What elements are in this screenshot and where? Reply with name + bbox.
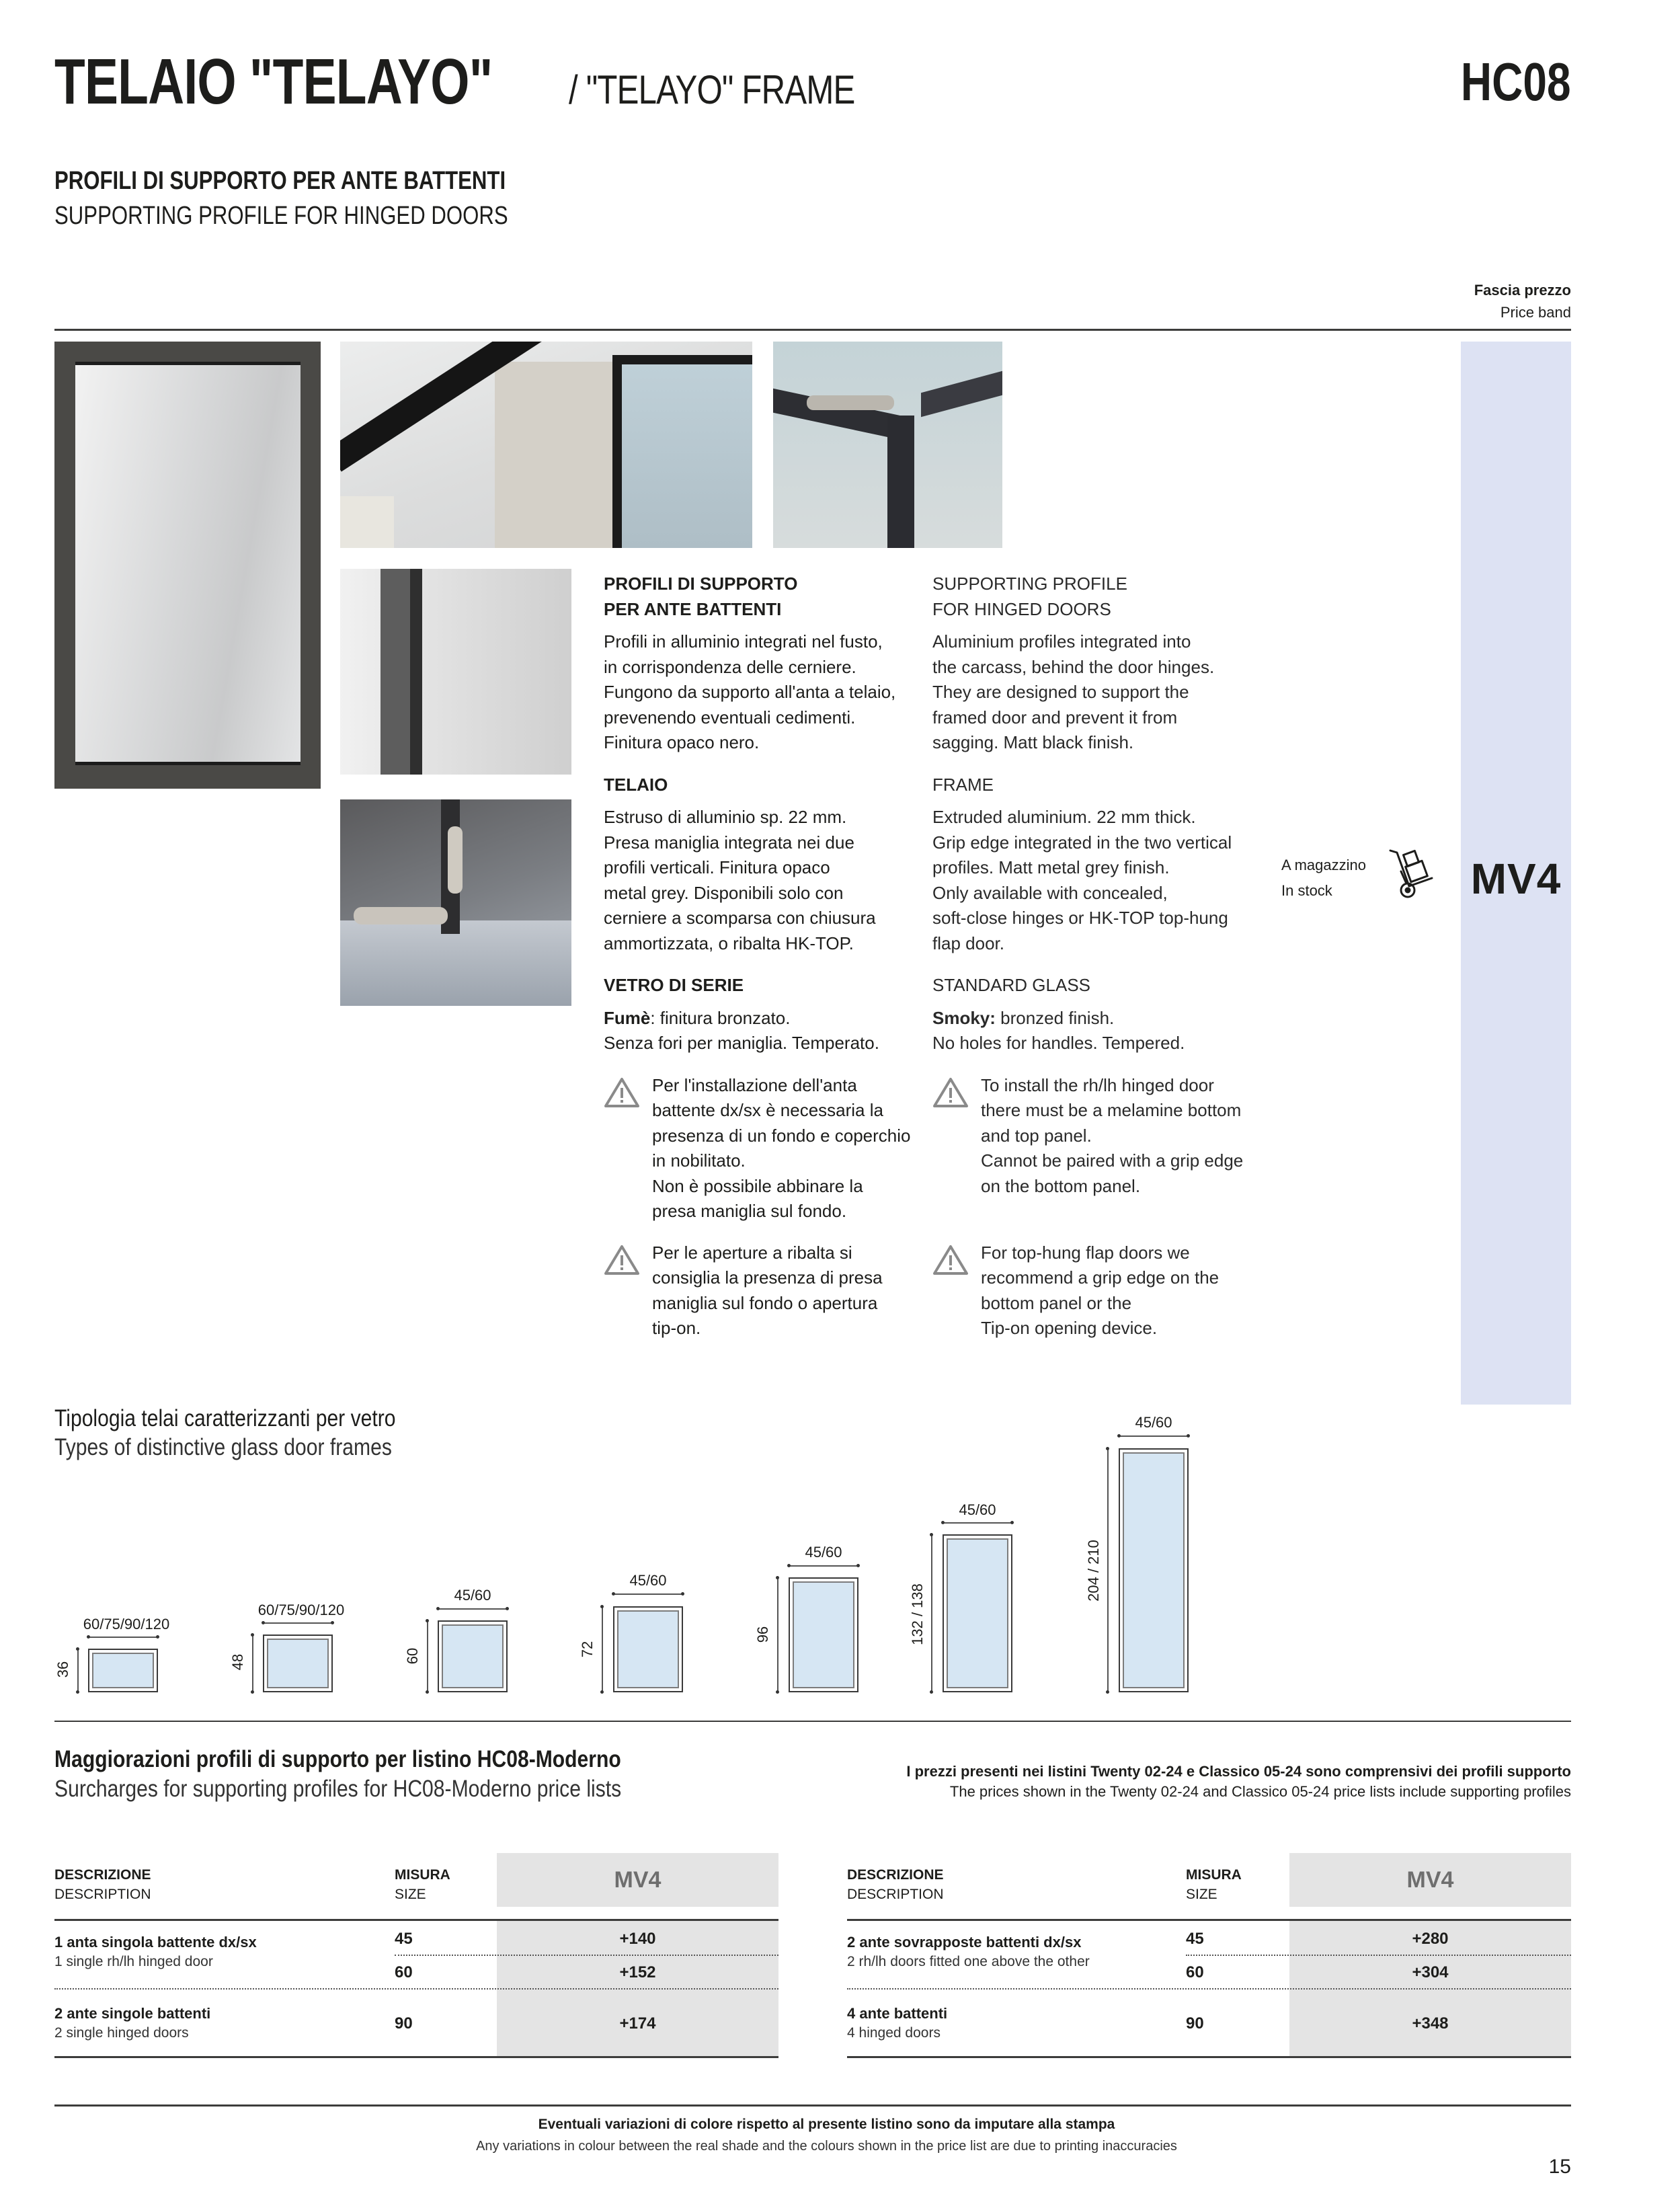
text-line: in nobilitato. — [652, 1150, 746, 1171]
frame-type-48 — [263, 1635, 333, 1692]
warning-icon — [604, 1077, 640, 1108]
frame-height-label: 36 — [54, 1661, 71, 1678]
frame-type-60 — [438, 1620, 508, 1692]
text-line: Presa maniglia integrata nei due — [604, 832, 854, 853]
text-line: They are designed to support the — [932, 682, 1189, 702]
page-title-it: TELAIO "TELAYO" — [54, 46, 493, 118]
text-line: sagging. Matt black finish. — [932, 732, 1134, 752]
size-value: 45 — [395, 1930, 413, 1948]
frame-type-96 — [789, 1577, 858, 1692]
dimension-line — [427, 1620, 428, 1692]
text-line: maniglia sul fondo o apertura — [652, 1292, 878, 1313]
hinge-corner-photo — [773, 342, 1002, 548]
row-divider — [395, 1955, 778, 1956]
dimension-line — [1119, 1435, 1189, 1437]
support-title-it: PROFILI DI SUPPORTO — [604, 574, 798, 594]
text-line: Fungono da supporto all'anta a telaio, — [604, 682, 896, 702]
size-value: 45 — [1186, 1930, 1204, 1948]
surcharges-note-en: The prices shown in the Twenty 02-24 and Classico 05-24 price lists include supporting profiles — [949, 1783, 1571, 1800]
size-value: 90 — [1186, 2014, 1204, 2033]
text-line: battente dx/sx è necessaria la — [652, 1100, 883, 1120]
price-band-label-it: Fascia prezzo — [1474, 282, 1571, 299]
table-row — [54, 2004, 210, 2043]
dimension-line — [943, 1522, 1012, 1524]
support-title-en: SUPPORTING PROFILE — [932, 574, 1127, 594]
frame-title-en: FRAME — [932, 774, 994, 795]
frame-front-photo — [54, 342, 321, 789]
surcharge-table-right — [847, 1853, 1571, 2059]
description-it — [604, 572, 920, 1357]
text-line: Senza fori per maniglia. Temperato. — [604, 1033, 879, 1053]
row-desc-it: 4 ante battenti — [847, 2005, 948, 2022]
frame-height-label: 60 — [404, 1647, 421, 1665]
frame-width-label: 45/60 — [805, 1544, 842, 1561]
text-line: framed door and prevent it from — [932, 707, 1178, 727]
header-label: DESCRIPTION — [847, 1887, 944, 1902]
price-value: +174 — [619, 2014, 656, 2033]
row-desc-en: 1 single rh/lh hinged door — [54, 1954, 213, 1969]
text-line: No holes for handles. Tempered. — [932, 1033, 1185, 1053]
text-line: Cannot be paired with a grip edge — [981, 1150, 1244, 1171]
text-line: presenza di un fondo e coperchio — [652, 1125, 911, 1146]
dimension-line — [1107, 1448, 1109, 1692]
price-value: +280 — [1412, 1930, 1449, 1948]
divider — [54, 329, 1571, 331]
section-subtitle-it: PROFILI DI SUPPORTO PER ANTE BATTENTI — [54, 167, 506, 195]
row-desc-en: 2 single hinged doors — [54, 2025, 189, 2041]
glass-title-en: STANDARD GLASS — [932, 975, 1091, 995]
price-value: +152 — [619, 1963, 656, 1981]
text-line: Grip edge integrated in the two vertical — [932, 832, 1232, 853]
divider — [54, 1919, 778, 1921]
warning-icon — [604, 1245, 640, 1275]
dimension-line — [263, 1622, 333, 1624]
text-line: on the bottom panel. — [981, 1175, 1141, 1196]
dimension-line — [438, 1608, 508, 1610]
footer-note-en: Any variations in colour between the real shade and the colours shown in the price list are due to printing inaccuracies — [476, 2139, 1177, 2154]
warning-note — [604, 1241, 920, 1341]
text-line: the carcass, behind the door hinges. — [932, 656, 1215, 677]
price-band-label-en: Price band — [1500, 304, 1571, 321]
dimension-line — [777, 1577, 778, 1692]
warning-note — [932, 1241, 1248, 1341]
stock-label-it: A magazzino — [1281, 857, 1366, 873]
column-header-description — [54, 1865, 151, 1904]
divider — [54, 2056, 778, 2058]
header-label: MISURA — [395, 1867, 450, 1883]
frame-width-label: 45/60 — [454, 1587, 491, 1604]
text-line: Tip-on opening device. — [981, 1318, 1158, 1338]
text-line: Profili in alluminio integrati nel fusto, — [604, 631, 883, 652]
frame-width-label: 45/60 — [1135, 1414, 1172, 1431]
frame-edge-photo — [340, 569, 571, 775]
frame-height-label: 204 / 210 — [1085, 1540, 1102, 1602]
description-en — [932, 572, 1248, 1357]
frame-type-36 — [88, 1649, 158, 1692]
dimension-line — [88, 1637, 158, 1638]
frame-height-label: 132 / 138 — [909, 1583, 926, 1645]
text-line: prevenendo eventuali cedimenti. — [604, 707, 856, 727]
row-divider — [1186, 1955, 1571, 1956]
table-row — [847, 1932, 1090, 1971]
price-value: +304 — [1412, 1963, 1449, 1981]
warning-note — [932, 1073, 1248, 1224]
supporting-profile-top-photo — [340, 342, 752, 548]
hinge-detail-photo — [340, 799, 571, 1006]
surcharges-title-en: Surcharges for supporting profiles for HC08-Moderno price lists — [54, 1776, 622, 1802]
size-value: 90 — [395, 2014, 413, 2033]
surcharge-table-left — [54, 1853, 778, 2059]
text-line: tip-on. — [652, 1318, 701, 1338]
page-number: 15 — [1548, 2156, 1571, 2178]
column-header-size — [395, 1865, 450, 1904]
frame-types-title-en: Types of distinctive glass door frames — [54, 1434, 392, 1460]
price-value: +140 — [619, 1930, 656, 1948]
frame-type-204-210 — [1119, 1448, 1189, 1692]
product-code: HC08 — [1461, 52, 1571, 112]
frame-title-it: TELAIO — [604, 774, 668, 795]
dimension-line — [931, 1534, 932, 1692]
price-band-label — [1474, 279, 1571, 323]
text-line: Estruso di alluminio sp. 22 mm. — [604, 807, 847, 827]
frame-type-72 — [613, 1606, 683, 1692]
text-line: Finitura opaco nero. — [604, 732, 760, 752]
warning-icon — [932, 1077, 969, 1108]
row-desc-it: 1 anta singola battente dx/sx — [54, 1934, 257, 1951]
table-row — [847, 2004, 947, 2043]
text-line: Per l'installazione dell'anta — [652, 1074, 857, 1095]
glass-title-it: VETRO DI SERIE — [604, 975, 744, 995]
header-label: SIZE — [1186, 1887, 1217, 1902]
divider — [847, 1919, 1571, 1921]
row-desc-en: 4 hinged doors — [847, 2025, 941, 2041]
frame-height-label: 72 — [579, 1641, 596, 1658]
footer-note-it: Eventuali variazioni di colore rispetto al presente listino sono da imputare alla stampa — [538, 2117, 1115, 2132]
text-line: Per le aperture a ribalta si — [652, 1242, 852, 1263]
row-desc-it: 2 ante sovrapposte battenti dx/sx — [847, 1934, 1082, 1951]
support-title-en-2: FOR HINGED DOORS — [932, 598, 1111, 619]
warning-note — [604, 1073, 920, 1224]
size-value: 60 — [395, 1963, 413, 1981]
text-line: For top-hung flap doors we — [981, 1242, 1190, 1263]
glass-type-en: Smoky: — [932, 1007, 996, 1028]
divider — [847, 2056, 1571, 2058]
text-line: bottom panel or the — [981, 1292, 1132, 1313]
frame-height-label: 96 — [754, 1626, 771, 1643]
frame-width-label: 45/60 — [629, 1572, 667, 1589]
text-line: Extruded aluminium. 22 mm thick. — [932, 807, 1196, 827]
frame-types-title-it: Tipologia telai caratterizzanti per vetro — [54, 1405, 396, 1431]
frame-height-label: 48 — [229, 1653, 246, 1671]
price-band-value: MV4 — [1470, 855, 1562, 903]
header-label: MISURA — [1186, 1867, 1242, 1883]
header-label: SIZE — [395, 1887, 426, 1902]
header-label: DESCRIPTION — [54, 1887, 151, 1902]
divider — [54, 1721, 1571, 1722]
text-line: recommend a grip edge on the — [981, 1267, 1219, 1288]
row-divider — [54, 1988, 778, 1990]
table-row — [54, 1932, 257, 1971]
stock-label-en: In stock — [1281, 882, 1332, 899]
text-line: consiglia la presenza di presa — [652, 1267, 883, 1288]
text-line: metal grey. Disponibili solo con — [604, 882, 844, 903]
text-line: bronzed finish. — [995, 1007, 1115, 1028]
text-line: there must be a melamine bottom — [981, 1100, 1242, 1120]
hand-truck-icon — [1389, 849, 1437, 901]
text-line: flap door. — [932, 933, 1004, 953]
text-line: presa maniglia sul fondo. — [652, 1201, 847, 1221]
dimension-line — [789, 1565, 858, 1567]
warning-icon — [932, 1245, 969, 1275]
column-header-band: MV4 — [497, 1853, 778, 1907]
text-line: in corrispondenza delle cerniere. — [604, 656, 856, 677]
text-line: Only available with concealed, — [932, 882, 1168, 903]
surcharges-note-it: I prezzi presenti nei listini Twenty 02-24 e Classico 05-24 sono comprensivi dei profili supporto — [906, 1763, 1571, 1780]
surcharges-title-it: Maggiorazioni profili di supporto per listino HC08-Moderno — [54, 1746, 621, 1772]
row-divider — [847, 1988, 1571, 1990]
page-title-en: / "TELAYO" FRAME — [569, 67, 855, 112]
frame-width-label: 60/75/90/120 — [257, 1602, 345, 1618]
row-desc-it: 2 ante singole battenti — [54, 2005, 211, 2022]
size-value: 60 — [1186, 1963, 1204, 1981]
text-line: profili verticali. Finitura opaco — [604, 857, 830, 877]
text-line: soft-close hinges or HK-TOP top-hung — [932, 908, 1228, 928]
text-line: : finitura bronzato. — [650, 1007, 791, 1028]
dimension-line — [602, 1606, 603, 1692]
frame-width-label: 45/60 — [959, 1501, 996, 1518]
stock-status — [1281, 853, 1366, 904]
text-line: ammortizzata, o ribalta HK-TOP. — [604, 933, 854, 953]
header-label: DESCRIZIONE — [54, 1867, 151, 1883]
frame-width-label: 60/75/90/120 — [83, 1616, 170, 1632]
text-line: profiles. Matt metal grey finish. — [932, 857, 1170, 877]
row-desc-en: 2 rh/lh doors fitted one above the other — [847, 1954, 1090, 1969]
dimension-line — [613, 1593, 683, 1595]
text-line: and top panel. — [981, 1125, 1092, 1146]
glass-type-it: Fumè — [604, 1007, 651, 1028]
text-line: Aluminium profiles integrated into — [932, 631, 1191, 652]
column-header-band: MV4 — [1289, 1853, 1571, 1907]
column-header-size — [1186, 1865, 1242, 1904]
dimension-line — [77, 1649, 79, 1692]
text-line: cerniere a scomparsa con chiusura — [604, 908, 876, 928]
divider — [54, 2104, 1571, 2107]
price-value: +348 — [1412, 2014, 1449, 2033]
section-subtitle-en: SUPPORTING PROFILE FOR HINGED DOORS — [54, 202, 508, 230]
frame-type-132-138 — [943, 1534, 1012, 1692]
text-line: To install the rh/lh hinged door — [981, 1074, 1214, 1095]
text-line: Non è possibile abbinare la — [652, 1175, 863, 1196]
column-header-description — [847, 1865, 944, 1904]
page-title — [54, 46, 918, 118]
header-label: DESCRIZIONE — [847, 1867, 944, 1883]
dimension-line — [252, 1635, 253, 1692]
support-title-it-2: PER ANTE BATTENTI — [604, 598, 782, 619]
surcharges-note — [906, 1762, 1571, 1802]
